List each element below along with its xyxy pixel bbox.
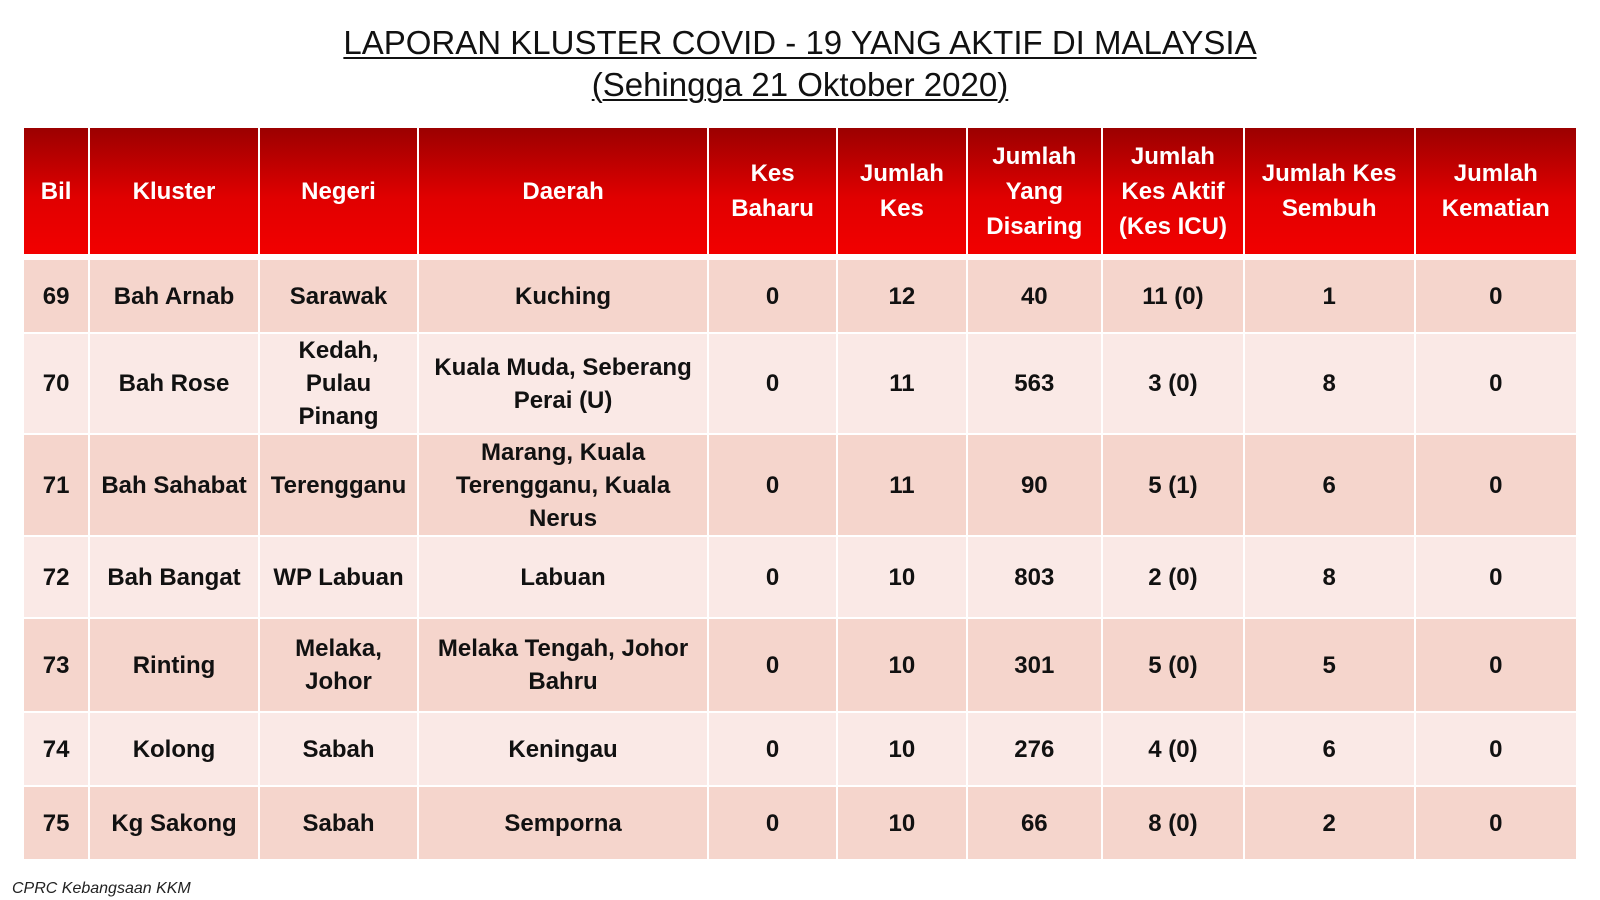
cell-kematian: 0	[1416, 537, 1576, 617]
cell-kes-sembuh: 6	[1245, 435, 1414, 535]
cell-kes-baharu: 0	[709, 435, 836, 535]
table-row	[24, 787, 1576, 859]
table-row	[24, 713, 1576, 785]
cell-negeri: Sabah	[260, 787, 417, 859]
cell-jumlah-disaring: 40	[968, 256, 1102, 332]
cell-kes-sembuh: 6	[1245, 713, 1414, 785]
cell-kes-baharu: 0	[709, 619, 836, 711]
header-bil: Bil	[24, 128, 88, 254]
report-title	[0, 22, 1600, 106]
cell-negeri: Kedah, Pulau Pinang	[260, 334, 417, 433]
cell-jumlah-kes: 10	[838, 713, 965, 785]
cell-bil: 74	[24, 713, 88, 785]
cell-kluster: Kolong	[90, 713, 258, 785]
cell-bil: 75	[24, 787, 88, 859]
header-kluster: Kluster	[90, 128, 258, 254]
cell-daerah: Marang, Kuala Terengganu, Kuala Nerus	[419, 435, 707, 535]
cell-kematian: 0	[1416, 334, 1576, 433]
source-footer: CPRC Kebangsaan KKM	[12, 880, 191, 897]
cell-kes-aktif: 8 (0)	[1103, 787, 1243, 859]
header-negeri: Negeri	[260, 128, 417, 254]
cell-negeri: Sabah	[260, 713, 417, 785]
cell-jumlah-kes: 10	[838, 787, 965, 859]
cell-kes-aktif: 4 (0)	[1103, 713, 1243, 785]
cell-kluster: Rinting	[90, 619, 258, 711]
cell-jumlah-disaring: 90	[968, 435, 1102, 535]
cell-negeri: Sarawak	[260, 256, 417, 332]
cell-bil: 72	[24, 537, 88, 617]
header-kes-sembuh: Jumlah Kes Sembuh	[1245, 128, 1414, 254]
cell-daerah: Labuan	[419, 537, 707, 617]
cell-kes-aktif: 5 (1)	[1103, 435, 1243, 535]
cell-jumlah-kes: 10	[838, 619, 965, 711]
cell-jumlah-kes: 12	[838, 256, 965, 332]
cell-negeri: Melaka, Johor	[260, 619, 417, 711]
cell-kes-baharu: 0	[709, 787, 836, 859]
cell-jumlah-kes: 11	[838, 435, 965, 535]
cell-kes-baharu: 0	[709, 713, 836, 785]
header-jumlah-kes: Jumlah Kes	[838, 128, 965, 254]
cell-bil: 70	[24, 334, 88, 433]
header-kematian: Jumlah Kematian	[1416, 128, 1576, 254]
cell-daerah: Kuching	[419, 256, 707, 332]
cell-kluster: Bah Arnab	[90, 256, 258, 332]
cell-kes-sembuh: 5	[1245, 619, 1414, 711]
title-line-1: LAPORAN KLUSTER COVID - 19 YANG AKTIF DI MALAYSIA	[343, 24, 1257, 61]
table-header-row	[24, 128, 1576, 254]
table-row	[24, 435, 1576, 535]
cell-jumlah-disaring: 803	[968, 537, 1102, 617]
header-daerah: Daerah	[419, 128, 707, 254]
title-line-2: (Sehingga 21 Oktober 2020)	[591, 66, 1009, 103]
cell-jumlah-kes: 10	[838, 537, 965, 617]
cell-kluster: Kg Sakong	[90, 787, 258, 859]
cell-kes-sembuh: 2	[1245, 787, 1414, 859]
cell-kes-sembuh: 8	[1245, 334, 1414, 433]
table-row	[24, 256, 1576, 332]
cell-bil: 71	[24, 435, 88, 535]
header-kes-aktif: Jumlah Kes Aktif (Kes ICU)	[1103, 128, 1243, 254]
table-row	[24, 537, 1576, 617]
cell-kematian: 0	[1416, 619, 1576, 711]
cell-kluster: Bah Sahabat	[90, 435, 258, 535]
cell-daerah: Melaka Tengah, Johor Bahru	[419, 619, 707, 711]
cell-jumlah-disaring: 301	[968, 619, 1102, 711]
cell-kes-sembuh: 8	[1245, 537, 1414, 617]
cell-kematian: 0	[1416, 713, 1576, 785]
cell-bil: 69	[24, 256, 88, 332]
cell-kluster: Bah Rose	[90, 334, 258, 433]
cell-kes-sembuh: 1	[1245, 256, 1414, 332]
cell-kes-aktif: 3 (0)	[1103, 334, 1243, 433]
cell-kes-baharu: 0	[709, 537, 836, 617]
header-jumlah-disaring: Jumlah Yang Disaring	[968, 128, 1102, 254]
cell-jumlah-kes: 11	[838, 334, 965, 433]
cell-kematian: 0	[1416, 787, 1576, 859]
cell-bil: 73	[24, 619, 88, 711]
cell-kluster: Bah Bangat	[90, 537, 258, 617]
cell-kes-baharu: 0	[709, 334, 836, 433]
cell-kes-aktif: 5 (0)	[1103, 619, 1243, 711]
cell-negeri: Terengganu	[260, 435, 417, 535]
cell-daerah: Keningau	[419, 713, 707, 785]
table-row	[24, 619, 1576, 711]
cell-daerah: Semporna	[419, 787, 707, 859]
cell-kes-aktif: 2 (0)	[1103, 537, 1243, 617]
cell-jumlah-disaring: 66	[968, 787, 1102, 859]
cell-jumlah-disaring: 563	[968, 334, 1102, 433]
cluster-table	[22, 126, 1578, 861]
cell-negeri: WP Labuan	[260, 537, 417, 617]
table-row	[24, 334, 1576, 433]
cell-kematian: 0	[1416, 256, 1576, 332]
cell-kes-aktif: 11 (0)	[1103, 256, 1243, 332]
cell-kes-baharu: 0	[709, 256, 836, 332]
cell-kematian: 0	[1416, 435, 1576, 535]
header-kes-baharu: Kes Baharu	[709, 128, 836, 254]
cell-jumlah-disaring: 276	[968, 713, 1102, 785]
cell-daerah: Kuala Muda, Seberang Perai (U)	[419, 334, 707, 433]
